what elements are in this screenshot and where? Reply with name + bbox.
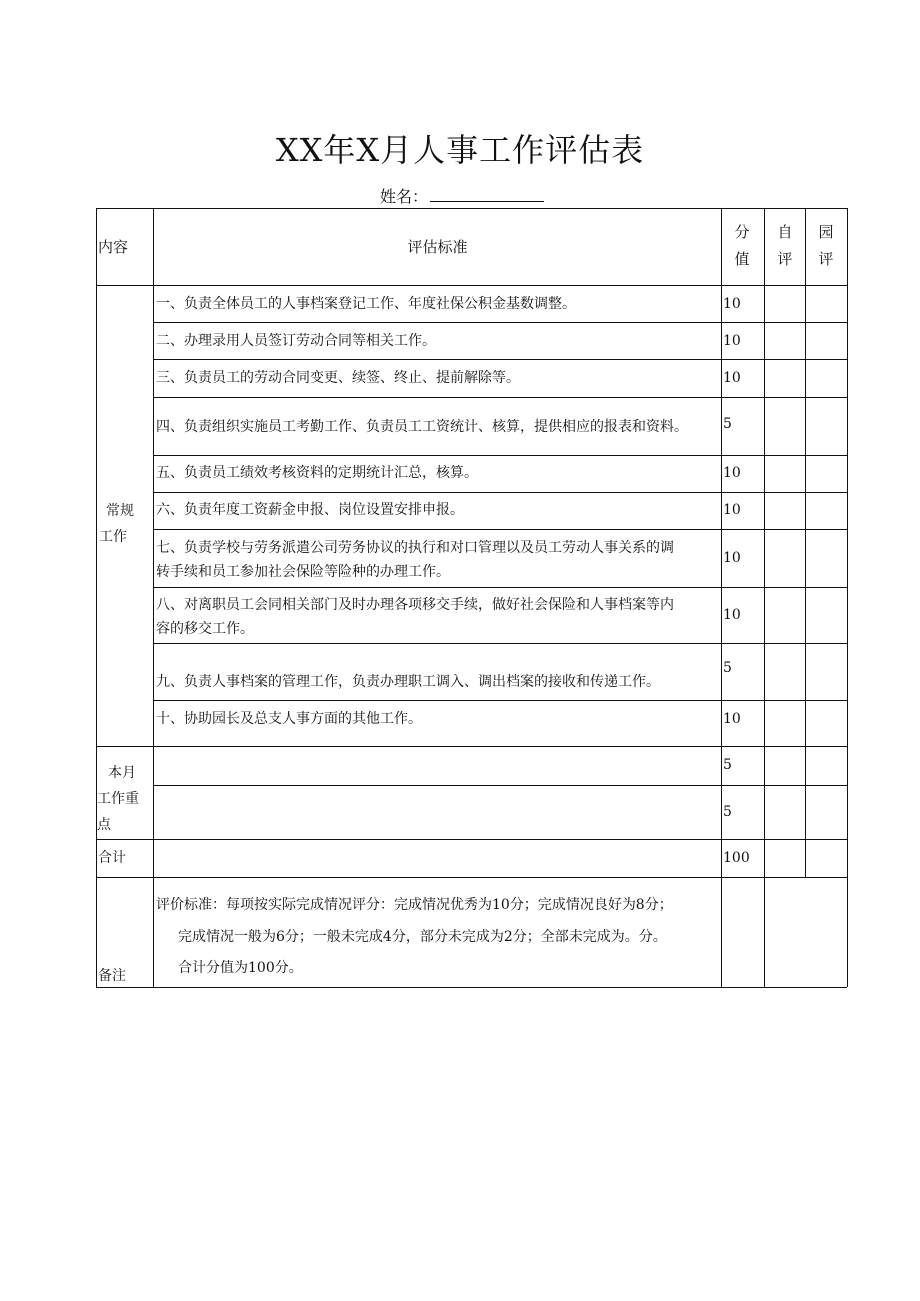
routine-score-2: 10 <box>723 333 741 349</box>
routine-item-2: 二、办理录用人员签订劳动合同等相关工作。 <box>156 333 436 349</box>
remark-line-1: 评价标准：每项按实际完成情况评分：完成情况优秀为10分；完成情况良好为8分； <box>156 897 673 913</box>
focus-score-1: 5 <box>723 757 732 773</box>
total-score: 100 <box>723 850 750 866</box>
section-remark-label: 备注 <box>98 968 126 984</box>
routine-score-6: 10 <box>723 502 741 518</box>
section-routine-label: 常规 工作 <box>99 503 134 545</box>
section-focus-label: 本月 工作重 点 <box>97 765 139 833</box>
routine-item-10: 十、协助园长及总支人事方面的其他工作。 <box>156 711 422 727</box>
remark-line-2: 完成情况一般为6分；一般未完成4分，部分未完成为2分；全部未完成为。分。 <box>178 929 667 945</box>
routine-item-3: 三、负责员工的劳动合同变更、续签、终止、提前解除等。 <box>156 370 520 386</box>
routine-score-5: 10 <box>723 465 741 481</box>
remark-line-3: 合计分值为100分。 <box>178 960 303 976</box>
page-title: XX年X月人事工作评估表 <box>275 131 645 169</box>
routine-score-3: 10 <box>723 370 741 386</box>
name-field[interactable] <box>380 186 544 208</box>
routine-score-10: 10 <box>723 711 741 727</box>
focus-score-2: 5 <box>723 804 732 820</box>
header-self-eval: 自 评 <box>777 223 793 268</box>
header-content: 内容 <box>98 238 129 256</box>
section-total-label: 合计 <box>98 850 126 866</box>
routine-item-4: 四、负责组织实施员工考勤工作、负责员工工资统计、核算，提供相应的报表和资料。 <box>156 419 688 435</box>
routine-item-1: 一、负责全体员工的人事档案登记工作、年度社保公积金基数调整。 <box>156 296 576 312</box>
header-score: 分 值 <box>734 223 750 268</box>
name-blank-line[interactable] <box>430 186 544 202</box>
header-school-eval: 园 评 <box>818 223 834 268</box>
name-label: 姓名： <box>380 187 429 206</box>
routine-score-7: 10 <box>723 550 741 566</box>
routine-item-7: 七、负责学校与劳务派遣公司劳务协议的执行和对口管理以及员工劳动人事关系的调 转手续和员工参加社会保险等险种的办理工作。 <box>156 540 674 580</box>
routine-score-9: 5 <box>723 660 732 676</box>
routine-score-8: 10 <box>723 607 741 623</box>
routine-score-1: 10 <box>723 296 741 312</box>
routine-item-8: 八、对离职员工会同相关部门及时办理各项移交手续，做好社会保险和人事档案等内 容的移交工作。 <box>156 597 674 637</box>
routine-score-4: 5 <box>723 416 732 432</box>
routine-item-5: 五、负责员工绩效考核资料的定期统计汇总，核算。 <box>156 465 478 481</box>
routine-item-6: 六、负责年度工资薪金申报、岗位设置安排申报。 <box>156 502 464 518</box>
header-criteria: 评估标准 <box>407 238 468 256</box>
routine-item-9: 九、负责人事档案的管理工作，负责办理职工调入、调出档案的接收和传递工作。 <box>156 674 660 690</box>
